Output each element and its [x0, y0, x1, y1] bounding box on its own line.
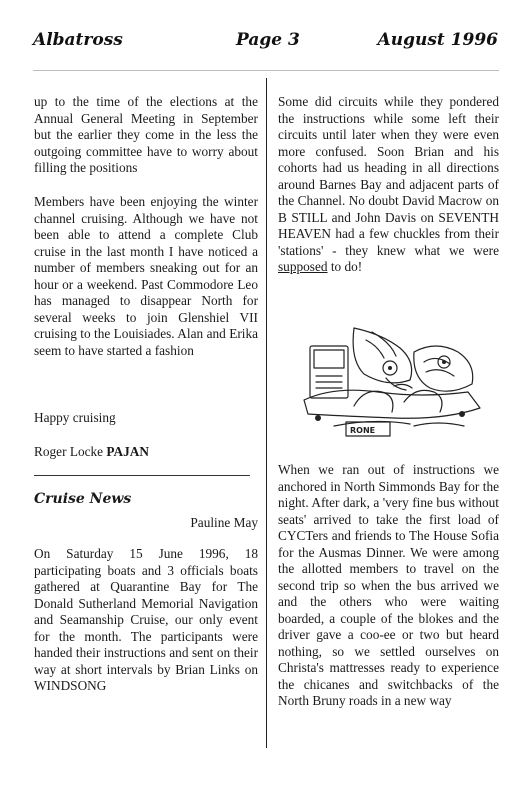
- newsletter-title: Albatross: [33, 30, 123, 50]
- cartoon-caption: RONE: [350, 426, 376, 435]
- signature: [34, 444, 258, 461]
- signature-boat: PAJAN: [106, 444, 149, 459]
- signature-name: Roger Locke: [34, 444, 104, 459]
- cruise-news-byline: Pauline May: [190, 515, 258, 530]
- cabin-floor-lines: [304, 390, 480, 418]
- issue-date: August 1996: [377, 30, 498, 50]
- left-paragraph-1: up to the time of the elections at the Annual General Meeting in September but the earlier they come in the less the outgoing committee have to worry about filling the positions: [34, 94, 258, 175]
- cruise-news-paragraph-1: On Saturday 15 June 1996, 18 participating boats and 3 officials boats gathered at Quarantine Bay for The Donald Sutherland Memorial Navigation and Seamanship Cruise, our only event for the month. The participants were handed their instructions and sent on their way at short intervals by Brian Links on WINDSONG: [34, 546, 258, 693]
- left-paragraph-2: Members have been enjoying the winter channel cruising. Although we have not been able to attend a complete Club cruise in the last month I have noticed a number of members sneaking out for an hour or a weekend. Past Commodore Leo has managed to disappear North for several weeks to join Glenshiel VII cruising to the Louisiades. Alan and Erika seem to have started a fashion: [34, 194, 258, 358]
- cruise-news-heading: Cruise News: [34, 491, 132, 507]
- page-number: Page 3: [236, 30, 300, 50]
- right-paragraph-2: When we ran out of instructions we anchored in North Simmonds Bay for the night. After dark, a 'very fine bus without seats' arrived to take the first load of CYCTers and friends to The House Sofia for the Ausmas Dinner. We were among the allotted members to travel on the second trip so when the bus arrived we and the others who were waiting boarded, a couple of the blokes and the driver gave a coo-ee or two but heard nothing, so we settled ourselves on Christa's mattresses ready to experience the chicanes and switchbacks of the North Bruny roads in a new way: [278, 462, 499, 708]
- right-paragraph-1-post: to do!: [327, 259, 363, 274]
- cartoon-illustration: [294, 322, 489, 444]
- right-paragraph-1: [278, 94, 499, 276]
- right-paragraph-1-pre: Some did circuits while they pondered the instructions while some left their circuits until later when they were even more confused. Soon Brian and his cohorts had us heading in all directions around Barnes Bay and adjacent parts of the Channel. No doubt David Macrow on B STILL and John Davis on SEVENTH HEAVEN had a few chuckles from their 'stations' - they knew what we were: [278, 94, 499, 258]
- left-paragraph-3: Happy cruising: [34, 410, 116, 425]
- section-rule: [34, 475, 250, 476]
- right-paragraph-1-underlined: supposed: [278, 259, 328, 274]
- header-rule: [33, 70, 499, 71]
- column-divider: [266, 78, 267, 748]
